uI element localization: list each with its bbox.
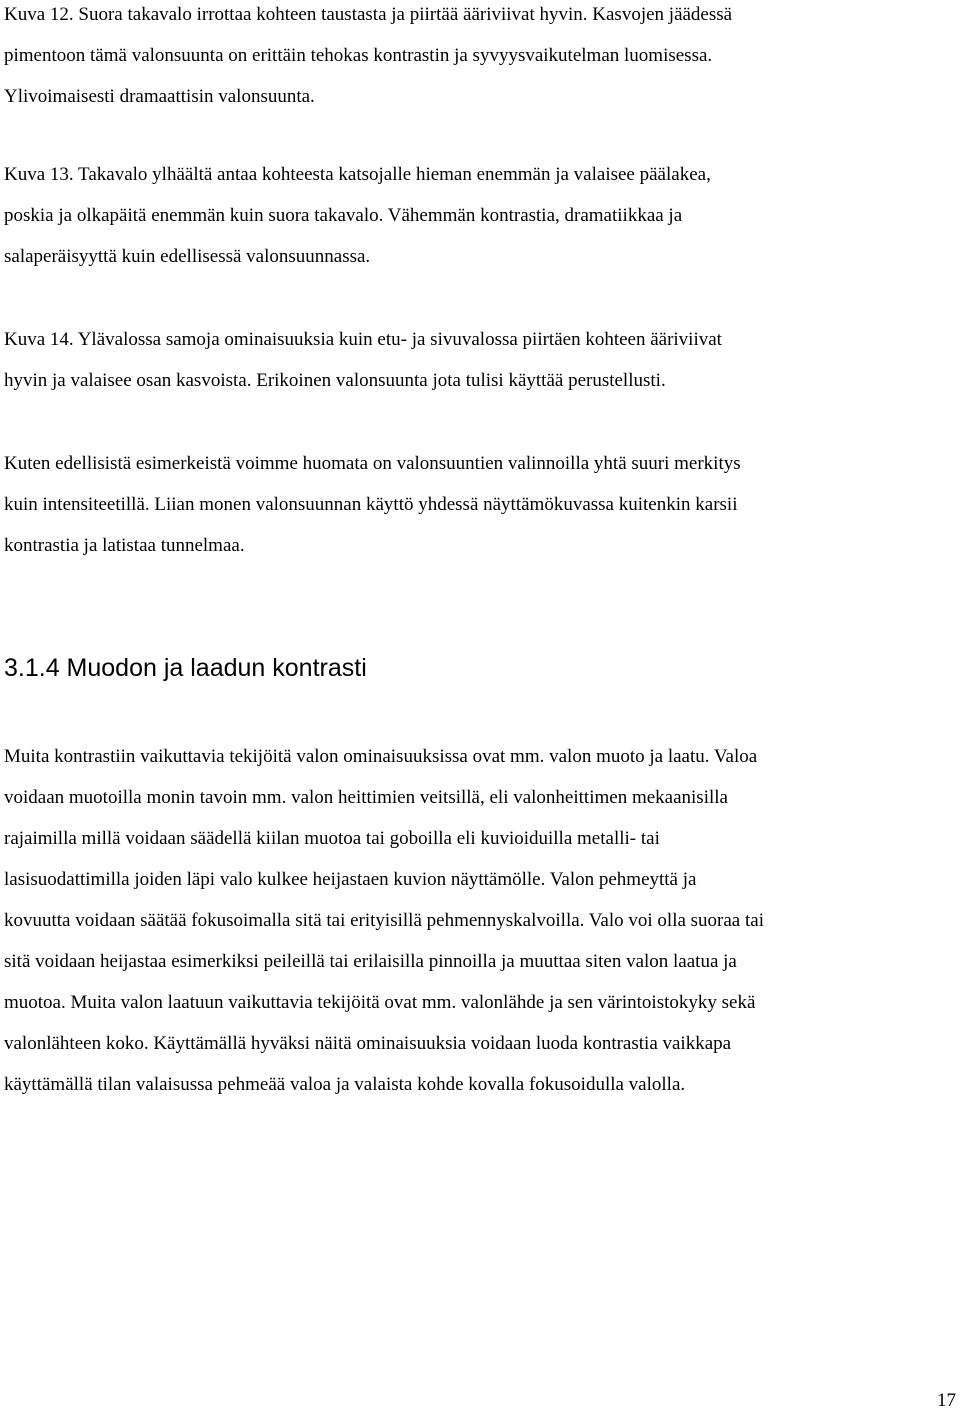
paragraph-kuva-14 bbox=[4, 319, 960, 401]
text-line: sitä voidaan heijastaa esimerkiksi peileillä tai erilaisilla pinnoilla ja muuttaa siten valon laatua ja bbox=[4, 951, 737, 972]
text-line: valonlähteen koko. Käyttämällä hyväksi näitä ominaisuuksia voidaan luoda kontrastia vaikkapa bbox=[4, 1033, 732, 1054]
paragraph-kuva-12 bbox=[4, 0, 960, 117]
text-line: poskia ja olkapäitä enemmän kuin suora takavalo. Vähemmän kontrastia, dramatiikkaa ja bbox=[4, 205, 683, 226]
text-line: käyttämällä tilan valaisussa pehmeää valoa ja valaista kohde kovalla fokusoidulla valolla. bbox=[4, 1074, 686, 1095]
text-line: kontrastia ja latistaa tunnelmaa. bbox=[4, 535, 245, 556]
text-line: salaperäisyyttä kuin edellisessä valonsuunnassa. bbox=[4, 246, 371, 267]
page-number: 17 bbox=[937, 1390, 956, 1411]
text-line: Kuva 12. Suora takavalo irrottaa kohteen taustasta ja piirtää ääriviivat hyvin. Kasvojen jäädessä bbox=[4, 4, 733, 25]
paragraph-muoto-ja-laatu bbox=[4, 736, 960, 1105]
text-line: Ylivoimaisesti dramaattisin valonsuunta. bbox=[4, 86, 315, 107]
text-line: rajaimilla millä voidaan säädellä kiilan muotoa tai goboilla eli kuvioiduilla metalli- tai bbox=[4, 828, 660, 849]
text-line: voidaan muotoilla monin tavoin mm. valon heittimien veitsillä, eli valonheittimen mekaanisilla bbox=[4, 787, 728, 808]
text-line: pimentoon tämä valonsuunta on erittäin tehokas kontrastin ja syvyysvaikutelman luomisessa. bbox=[4, 45, 713, 66]
text-line: Muita kontrastiin vaikuttavia tekijöitä valon ominaisuuksissa ovat mm. valon muoto ja laatu. Valoa bbox=[4, 746, 758, 767]
text-line: Kuten edellisistä esimerkeistä voimme huomata on valonsuuntien valinnoilla yhtä suuri merkitys bbox=[4, 453, 741, 474]
text-line: Kuva 14. Ylävalossa samoja ominaisuuksia kuin etu- ja sivuvalossa piirtäen kohteen ääriviivat bbox=[4, 329, 722, 350]
text-line: muotoa. Muita valon laatuun vaikuttavia tekijöitä ovat mm. valonlähde ja sen värintoistokyky sekä bbox=[4, 992, 756, 1013]
text-line: lasisuodattimilla joiden läpi valo kulkee heijastaen kuvion näyttämölle. Valon pehmeyttä ja bbox=[4, 869, 697, 890]
text-line: Kuva 13. Takavalo ylhäältä antaa kohteesta katsojalle hieman enemmän ja valaisee päälakea, bbox=[4, 164, 711, 185]
text-line: kuin intensiteetillä. Liian monen valonsuunnan käyttö yhdessä näyttämökuvassa kuitenkin karsii bbox=[4, 494, 738, 515]
paragraph-valonsuunnat bbox=[4, 443, 960, 566]
text-line: kovuutta voidaan säätää fokusoimalla sitä tai erityisillä pehmennyskalvoilla. Valo voi olla suoraa tai bbox=[4, 910, 764, 931]
section-heading: 3.1.4 Muodon ja laadun kontrasti bbox=[4, 654, 367, 682]
text-line: hyvin ja valaisee osan kasvoista. Erikoinen valonsuunta jota tulisi käyttää perustellusti. bbox=[4, 370, 666, 391]
paragraph-kuva-13 bbox=[4, 154, 960, 277]
